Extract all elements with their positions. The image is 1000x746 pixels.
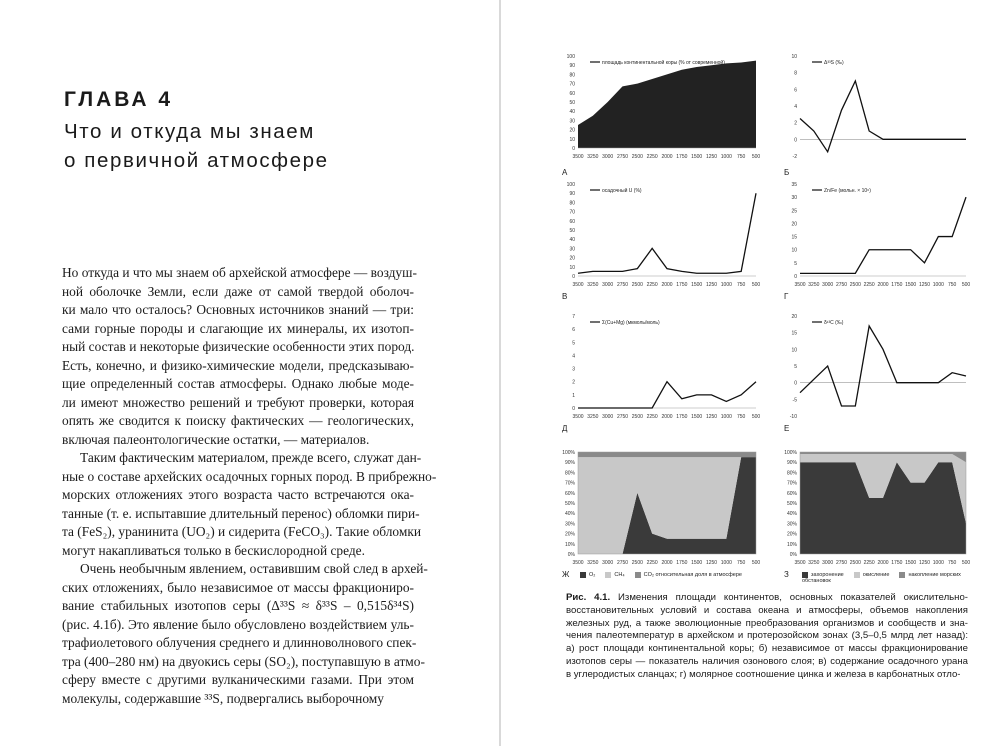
chart-svg	[562, 312, 762, 420]
y-tick-label: 15	[791, 330, 797, 337]
y-tick-label: 1	[572, 392, 575, 399]
chart-panel	[562, 448, 762, 566]
panel-letter: Г	[784, 292, 789, 301]
body-text	[62, 264, 437, 708]
x-tick-label: 2000	[661, 282, 673, 288]
body-line: опять же сводится к поиску фактических — геологических,	[62, 413, 414, 428]
legend	[580, 572, 752, 578]
y-tick-label: 2	[794, 120, 797, 127]
x-tick-label: 2750	[616, 154, 629, 160]
x-tick-label: 3000	[822, 560, 834, 566]
y-tick-label: 8	[794, 70, 797, 77]
body-line: сами горные породы и слагающие их минералы, их изотоп-	[62, 320, 414, 336]
y-tick-label: 10%	[786, 541, 797, 548]
y-tick-label: 30	[791, 195, 797, 202]
y-tick-label: 80%	[564, 470, 575, 477]
x-tick-label: 2250	[646, 414, 658, 420]
chart-svg	[784, 448, 972, 566]
body-line: могут накапливаться только в бескислородной среде.	[62, 542, 365, 558]
x-tick-label: 3250	[808, 560, 820, 566]
legend-label: окисление	[862, 572, 890, 579]
x-tick-label: 1750	[676, 154, 688, 160]
x-tick-label: 1500	[691, 154, 703, 160]
chart-panel	[562, 52, 762, 160]
x-tick-label: 3500	[572, 154, 584, 160]
x-tick-label: 2250	[646, 282, 658, 288]
chart-svg	[784, 52, 972, 160]
body-line: ли имеют множество решений и требуют проверки, которая	[62, 394, 414, 410]
legend-swatch	[802, 572, 808, 578]
panel-letter: Е	[784, 424, 790, 433]
y-tick-label: 30	[569, 118, 575, 125]
chart-svg	[784, 180, 972, 288]
y-tick-label: 40	[569, 109, 575, 116]
panel-letter: З	[784, 570, 789, 579]
x-tick-label: 1250	[705, 154, 718, 160]
x-tick-label: 2750	[616, 414, 629, 420]
chapter-label: ГЛАВА 4	[64, 88, 174, 111]
legend-label: Δ³³S (‰)	[824, 60, 844, 66]
body-line: вание стабильных изотопов серы (Δ³³S ≈ δ³³S – 0,515δ³⁴S)	[62, 598, 414, 613]
y-tick-label: 0%	[567, 552, 575, 558]
y-tick-label: -5	[792, 397, 797, 404]
x-tick-label: 3250	[587, 560, 599, 566]
legend-swatch	[854, 572, 860, 578]
x-tick-label: 2500	[849, 560, 861, 566]
chart-panel	[562, 312, 762, 420]
y-tick-label: 80	[569, 72, 575, 79]
x-tick-label: 2500	[631, 560, 643, 566]
y-tick-label: 30	[569, 246, 575, 253]
legend-swatch	[605, 572, 611, 578]
y-tick-label: 70%	[564, 480, 575, 487]
y-tick-label: 20	[791, 221, 797, 228]
chart-svg	[562, 52, 762, 160]
x-tick-label: 1750	[676, 560, 688, 566]
x-tick-label: 3250	[587, 282, 599, 288]
x-tick-label: 2750	[616, 560, 629, 566]
x-tick-label: 3000	[822, 282, 834, 288]
x-tick-label: 3500	[572, 282, 584, 288]
line-series	[800, 197, 966, 273]
legend-label: накопление морских обстановок	[802, 572, 961, 585]
x-tick-label: 2250	[863, 560, 875, 566]
x-tick-label: 3250	[587, 414, 599, 420]
y-tick-label: 20%	[564, 531, 575, 538]
y-tick-label: 60	[569, 90, 575, 97]
legend-label: δ¹³C (‰)	[824, 320, 844, 326]
body-line: щие определенный состав атмосферы. Однако любые моде-	[62, 376, 414, 391]
y-tick-label: 40%	[564, 511, 575, 518]
x-tick-label: 1500	[691, 414, 703, 420]
left-page	[0, 0, 499, 746]
x-tick-label: 1000	[932, 560, 944, 566]
y-tick-label: 30%	[786, 521, 797, 528]
x-tick-label: 3500	[794, 560, 806, 566]
legend-item	[605, 572, 624, 578]
body-line: Есть, конечно, и физико-химические модели, предсказываю-	[62, 357, 414, 373]
legend-label: осадочный U (%)	[602, 188, 642, 194]
x-tick-label: 2000	[661, 414, 673, 420]
legend-label: CH₄	[614, 572, 625, 579]
y-tick-label: 100%	[784, 450, 797, 456]
y-tick-label: 40%	[786, 511, 797, 518]
y-tick-label: 10	[791, 54, 797, 60]
y-tick-label: 30%	[564, 521, 575, 528]
y-tick-label: 10	[569, 264, 575, 271]
y-tick-label: 100%	[562, 450, 575, 456]
y-tick-label: 10%	[564, 541, 575, 548]
x-tick-label: 2500	[849, 282, 861, 288]
x-tick-label: 750	[736, 414, 746, 420]
x-tick-label: 3500	[572, 560, 584, 566]
x-tick-label: 1000	[932, 282, 944, 288]
y-tick-label: 20	[569, 255, 575, 262]
y-tick-label: 80	[569, 200, 575, 207]
chart-panel	[784, 312, 972, 420]
line-series	[800, 81, 966, 152]
x-tick-label: 1750	[676, 414, 688, 420]
x-tick-label: 3250	[587, 154, 599, 160]
y-tick-label: 15	[791, 234, 797, 241]
figure-caption	[566, 592, 968, 682]
panel-letter: А	[562, 168, 568, 177]
panel-letter: Ж	[562, 570, 570, 579]
x-tick-label: 1250	[918, 560, 931, 566]
legend-label: площадь континентальной коры (% от современной)	[602, 60, 725, 66]
caption-line: чения палеотемператур в архейском и протерозойском зонах (3,5–0,5 млрд лет назад):	[566, 630, 968, 642]
x-tick-label: 1250	[918, 282, 931, 288]
body-line: ки мало что осталось? Основных источников знаний — три:	[62, 302, 414, 317]
x-tick-label: 2750	[616, 282, 629, 288]
caption-label: Рис. 4.1.	[566, 592, 611, 603]
y-tick-label: 0	[794, 380, 797, 387]
x-tick-label: 3500	[572, 414, 584, 420]
caption-line: изотопов серы — показатель наличия озонового слоя; в) содержание осадочного урана	[566, 655, 968, 667]
y-tick-label: 5	[794, 364, 797, 370]
body-line: ный состав и некоторые физические особенности этих пород.	[62, 339, 415, 354]
y-tick-label: 4	[794, 104, 797, 110]
chart-panel	[562, 180, 762, 288]
y-tick-label: 70%	[786, 480, 797, 487]
y-tick-label: -10	[789, 414, 797, 420]
body-line: включая палеонтологические остатки, — материалов.	[62, 431, 370, 447]
chapter-title-line-1: Что и откуда мы знаем	[64, 120, 315, 143]
body-line: Таким фактическим материалом, прежде всего, служат дан-	[80, 450, 422, 465]
y-tick-label: 25	[791, 208, 797, 215]
chart-panel	[784, 52, 972, 160]
chart-svg	[562, 180, 762, 288]
chart-panel	[784, 180, 972, 288]
x-tick-label: 1250	[705, 560, 718, 566]
x-tick-label: 750	[736, 560, 746, 566]
caption-line: восстановительных условий и состава океана и атмосферы, объемов накопления	[566, 604, 968, 616]
area-series	[578, 61, 756, 148]
y-tick-label: 6	[572, 327, 575, 334]
x-tick-label: 1500	[905, 560, 917, 566]
body-line: (рис. 4.1б). Это явление было обусловлено воздействием уль-	[62, 616, 414, 632]
caption-text: Изменения площади континентов, основных показателей окислительно-	[610, 592, 968, 603]
y-tick-label: 90	[569, 63, 575, 70]
body-line: ной оболочке Земли, если даже от самой твердой оболоч-	[62, 283, 414, 299]
x-tick-label: 1750	[891, 282, 903, 288]
y-tick-label: 0	[794, 274, 797, 280]
y-tick-label: 90%	[564, 460, 575, 467]
y-tick-label: 4	[572, 353, 575, 360]
x-tick-label: 1250	[705, 414, 718, 420]
body-line: Очень необычным явлением, оставившим свой след в архей-	[80, 561, 428, 576]
x-tick-label: 1750	[676, 282, 688, 288]
chart-svg	[784, 312, 972, 420]
x-tick-label: 1500	[905, 282, 917, 288]
y-tick-label: 70	[569, 209, 575, 216]
y-tick-label: 3	[572, 366, 575, 373]
caption-line: а) рост площади континентальной коры; б) независимое от массы фракционирование	[566, 643, 968, 655]
area-series	[578, 452, 756, 457]
x-tick-label: 2500	[631, 154, 643, 160]
panel-letter: Б	[784, 168, 790, 177]
y-tick-label: 50%	[786, 501, 797, 507]
y-tick-label: 60%	[564, 490, 575, 497]
panel-letter: Д	[562, 424, 568, 433]
x-tick-label: 1000	[720, 282, 732, 288]
x-tick-label: 750	[736, 282, 746, 288]
y-tick-label: 10	[791, 347, 797, 354]
caption-line: в углеродистых сланцах; г) молярное соотношение цинка и железа в карбонатных отло-	[566, 668, 961, 680]
x-tick-label: 2500	[631, 414, 643, 420]
x-tick-label: 2250	[863, 282, 875, 288]
line-series	[578, 193, 756, 273]
body-line: молекулы, содержавшие ³³S, подвергались выборочному	[62, 690, 384, 706]
body-line: ные о составе архейских осадочных горных пород. В прибрежно-	[62, 468, 437, 484]
y-tick-label: 10	[569, 136, 575, 143]
body-line: трафиолетового облучения среднего и длинноволнового спек-	[62, 635, 417, 650]
x-tick-label: 3000	[602, 282, 614, 288]
y-tick-label: 2	[572, 379, 575, 386]
x-tick-label: 2250	[646, 154, 658, 160]
y-tick-label: 0	[794, 137, 797, 144]
body-line: Но откуда и что мы знаем об архейской атмосфере — воздуш-	[62, 265, 417, 280]
y-tick-label: 6	[794, 87, 797, 94]
y-tick-label: 100	[566, 54, 575, 60]
legend-swatch	[899, 572, 905, 578]
x-tick-label: 2000	[661, 560, 673, 566]
chart-svg	[562, 448, 762, 566]
y-tick-label: 35	[791, 182, 797, 188]
body-line: морских отложениях этого возраста часто встречаются ока-	[62, 487, 414, 502]
x-tick-label: 1500	[691, 560, 703, 566]
legend-label: захоронение	[811, 572, 844, 579]
x-tick-label: 500	[961, 282, 971, 288]
panel-letter: В	[562, 292, 568, 301]
x-tick-label: 500	[751, 154, 761, 160]
y-tick-label: 100	[566, 182, 575, 188]
x-tick-label: 1500	[691, 282, 703, 288]
y-tick-label: 60%	[786, 490, 797, 497]
legend-item	[854, 572, 890, 578]
caption-line: железных руд, а также эволюционные преобразования организмов и сообществ и зна-	[566, 617, 968, 629]
x-tick-label: 500	[751, 282, 761, 288]
x-tick-label: 750	[736, 154, 746, 160]
y-tick-label: 5	[572, 340, 575, 347]
y-tick-label: 20%	[786, 531, 797, 538]
x-tick-label: 3000	[602, 560, 614, 566]
y-tick-label: 20	[569, 127, 575, 134]
caption-line	[566, 592, 968, 605]
y-tick-label: 50%	[564, 501, 575, 507]
legend-swatch	[635, 572, 641, 578]
x-tick-label: 1000	[720, 154, 732, 160]
legend-item	[635, 572, 742, 578]
x-tick-label: 750	[947, 282, 957, 288]
chart-panel	[784, 448, 972, 566]
legend-label: Σ(Cu+Mg) (мкмоль/моль)	[602, 320, 660, 326]
y-tick-label: 90%	[786, 460, 797, 467]
x-tick-label: 2000	[877, 282, 889, 288]
y-tick-label: 90	[569, 191, 575, 198]
y-tick-label: -2	[792, 154, 797, 160]
y-tick-label: 0	[572, 146, 575, 152]
body-line: тра (400–280 нм) на двуокись серы (SO₂), поступавшую в атмо-	[62, 653, 425, 669]
x-tick-label: 2000	[877, 560, 889, 566]
x-tick-label: 750	[947, 560, 957, 566]
y-tick-label: 0%	[789, 552, 797, 558]
y-tick-label: 80%	[786, 470, 797, 477]
x-tick-label: 2000	[661, 154, 673, 160]
legend-label: CO₂ относительная доля в атмосфере	[643, 572, 742, 579]
y-tick-label: 0	[572, 406, 575, 412]
legend	[802, 572, 1000, 584]
x-tick-label: 3500	[794, 282, 806, 288]
x-tick-label: 1000	[720, 560, 732, 566]
x-tick-label: 3000	[602, 414, 614, 420]
x-tick-label: 1000	[720, 414, 732, 420]
x-tick-label: 2250	[646, 560, 658, 566]
legend-label: O₂	[589, 572, 596, 579]
body-line: та (FeS₂), уранинита (UO₂) и сидерита (FeCO₃). Такие обломки	[62, 524, 422, 539]
y-tick-label: 70	[569, 81, 575, 88]
x-tick-label: 500	[751, 414, 761, 420]
legend-swatch	[580, 572, 586, 578]
y-tick-label: 60	[569, 218, 575, 225]
y-tick-label: 0	[572, 274, 575, 280]
x-tick-label: 500	[751, 560, 761, 566]
line-series	[800, 326, 966, 406]
y-tick-label: 5	[794, 260, 797, 267]
y-tick-label: 50	[569, 100, 575, 106]
y-tick-label: 10	[791, 247, 797, 254]
x-tick-label: 500	[961, 560, 971, 566]
x-tick-label: 2750	[835, 560, 848, 566]
x-tick-label: 1750	[891, 560, 903, 566]
chapter-title	[64, 117, 329, 175]
x-tick-label: 1250	[705, 282, 718, 288]
x-tick-label: 2750	[835, 282, 848, 288]
x-tick-label: 3000	[602, 154, 614, 160]
x-tick-label: 2500	[631, 282, 643, 288]
line-series	[578, 382, 756, 408]
y-tick-label: 7	[572, 314, 575, 320]
y-tick-label: 20	[791, 314, 797, 320]
y-tick-label: 50	[569, 228, 575, 234]
x-tick-label: 3250	[808, 282, 820, 288]
chapter-title-line-2: о первичной атмосфере	[64, 149, 329, 172]
y-tick-label: 40	[569, 237, 575, 244]
body-line: ских отложениях, было независимое от массы фракциониро-	[62, 579, 414, 595]
body-line: танные (т. е. испытавшие длительный перенос) обломки пири-	[62, 505, 420, 521]
legend-label: Zn/Fe (мольн. × 10⁶)	[824, 188, 871, 194]
body-line: сферу вместе с другими вулканическими газами. При этом	[62, 672, 414, 687]
legend-item	[580, 572, 595, 578]
